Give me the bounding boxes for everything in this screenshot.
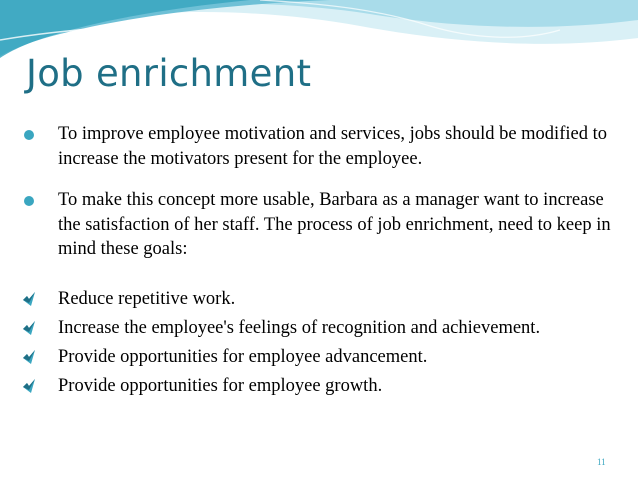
goal-item	[22, 314, 622, 343]
slide-title: Job enrichment	[26, 52, 312, 95]
check-arrow-icon	[22, 349, 36, 365]
bullet-paragraph	[22, 188, 622, 262]
round-bullet-icon	[24, 196, 34, 206]
bullet-paragraph-text: To improve employee motivation and services, jobs should be modified to increase the motivators present for the employee.	[58, 124, 607, 169]
goal-item-text: Reduce repetitive work.	[58, 288, 236, 309]
goals-list	[22, 285, 622, 401]
check-arrow-icon	[22, 320, 36, 336]
check-arrow-icon	[22, 378, 36, 394]
bullet-paragraph-text: To make this concept more usable, Barbara as a manager want to increase the satisfaction of her staff. The process of job enrichment, need to keep in mind these goals:	[58, 190, 611, 259]
goal-item	[22, 343, 622, 372]
goal-item-text: Provide opportunities for employee growth.	[58, 375, 383, 396]
goal-item	[22, 285, 622, 314]
goal-item	[22, 372, 622, 401]
bullet-paragraph	[22, 122, 622, 171]
check-arrow-icon	[22, 291, 36, 307]
page-number: 11	[597, 457, 606, 467]
slide-content	[22, 122, 622, 419]
round-bullet-icon	[24, 130, 34, 140]
goal-item-text: Increase the employee's feelings of recognition and achievement.	[58, 317, 541, 338]
goal-item-text: Provide opportunities for employee advancement.	[58, 346, 428, 367]
